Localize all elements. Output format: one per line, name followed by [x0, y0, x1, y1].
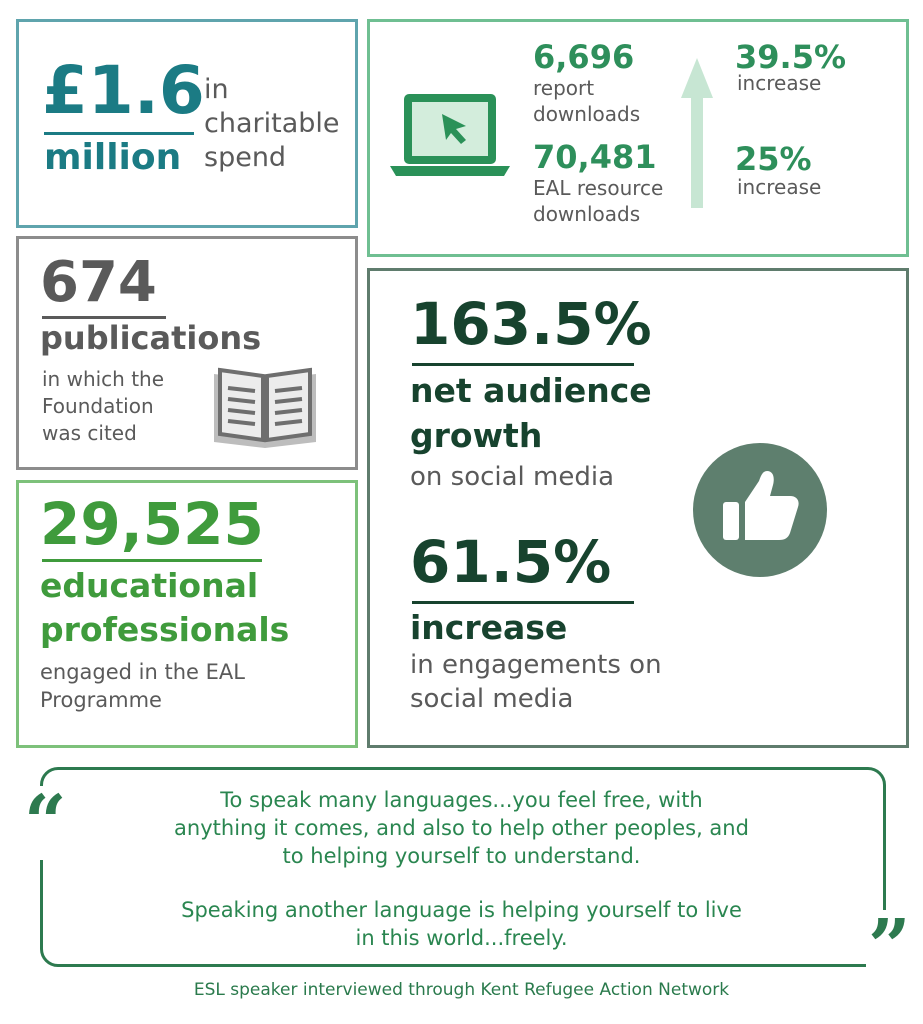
- report-downloads-label-2: downloads: [533, 102, 641, 126]
- educational-underline: [42, 559, 262, 562]
- quote-line-2: anything it comes, and also to help other peoples, and: [174, 816, 749, 840]
- growth-label-1: net audience: [410, 371, 652, 410]
- report-increase-value: 39.5%: [735, 38, 847, 76]
- spend-desc-1: in: [204, 74, 229, 105]
- quote-line-5: in this world...freely.: [355, 926, 568, 950]
- up-arrow-icon: [681, 58, 713, 208]
- report-downloads-value: 6,696: [533, 38, 635, 76]
- publications-label: publications: [40, 319, 262, 357]
- growth-underline: [412, 363, 634, 366]
- eal-downloads-label-2: downloads: [533, 202, 641, 226]
- quote-attribution: ESL speaker interviewed through Kent Refugee Action Network: [193, 980, 730, 1000]
- quote-line-4: Speaking another language is helping yourself to live: [181, 898, 742, 922]
- spend-desc-3: spend: [204, 142, 287, 173]
- eal-downloads-label-1: EAL resource: [533, 176, 664, 200]
- publications-desc-2: Foundation: [42, 394, 154, 418]
- spend-amount: £1.6: [42, 52, 205, 129]
- engagement-label: increase: [410, 608, 568, 647]
- spend-desc-2: charitable: [204, 108, 340, 139]
- thumbs-up-icon: [693, 443, 827, 577]
- educational-label-1: educational: [40, 566, 259, 605]
- open-quote-icon: “: [24, 780, 67, 866]
- engagement-value: 61.5%: [410, 528, 612, 596]
- eal-increase-label: increase: [737, 175, 822, 199]
- quote-line-3: to helping yourself to understand.: [282, 844, 641, 868]
- growth-desc: on social media: [410, 462, 615, 492]
- open-book-icon: [210, 366, 320, 450]
- eal-increase-value: 25%: [735, 140, 812, 178]
- publications-desc-1: in which the: [42, 367, 165, 391]
- eal-downloads-value: 70,481: [533, 138, 657, 176]
- laptop-cursor-icon: [390, 90, 510, 180]
- growth-label-2: growth: [410, 416, 543, 455]
- educational-desc-2: Programme: [40, 688, 162, 712]
- educational-label-2: professionals: [40, 610, 290, 649]
- spend-underline: [44, 132, 194, 135]
- engagement-underline: [412, 601, 634, 604]
- publications-value: 674: [40, 250, 157, 315]
- educational-desc-1: engaged in the EAL: [40, 660, 245, 684]
- engagement-desc-2: social media: [410, 684, 574, 714]
- engagement-desc-1: in engagements on: [410, 650, 662, 680]
- report-increase-label: increase: [737, 71, 822, 95]
- quote-line-1: To speak many languages...you feel free, with: [220, 788, 703, 812]
- growth-value: 163.5%: [410, 290, 652, 358]
- report-downloads-label-1: report: [533, 76, 595, 100]
- spend-unit: million: [44, 137, 182, 178]
- close-quote-icon: ”: [868, 904, 911, 990]
- educational-value: 29,525: [40, 490, 264, 558]
- publications-desc-3: was cited: [42, 421, 137, 445]
